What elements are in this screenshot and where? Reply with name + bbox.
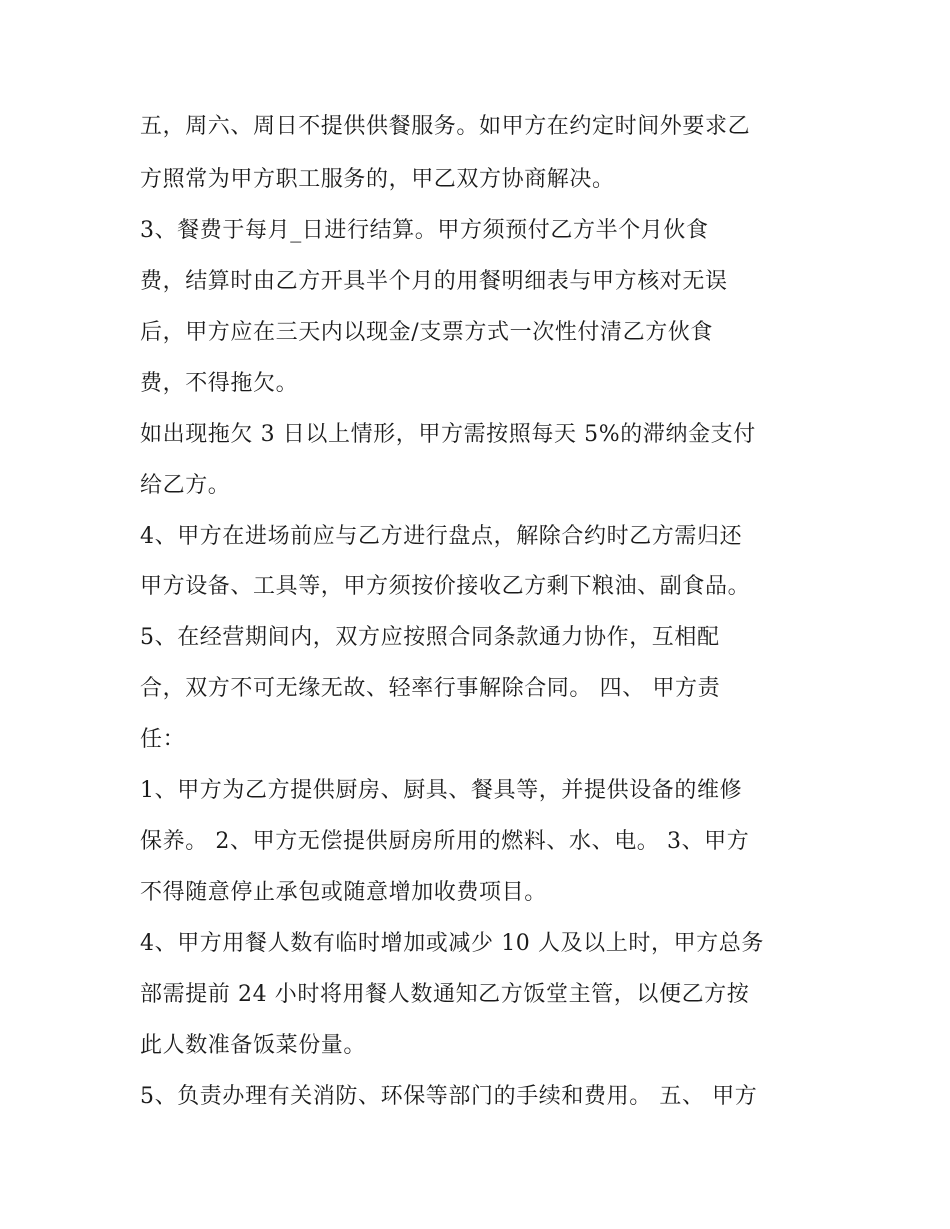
text-line: 此人数准备饭菜份量。	[140, 1033, 367, 1058]
text-line: 后，甲方应在三天内以现金/支票方式一次性付清乙方伙食	[140, 320, 714, 345]
text-line: 部需提前 24 小时将用餐人数通知乙方饭堂主管，以便乙方按	[140, 982, 750, 1007]
text-line: 5、在经营期间内，双方应按照合同条款通力协作，互相配	[140, 625, 720, 650]
text-line: 4、甲方在进场前应与乙方进行盘点，解除合约时乙方需归还	[140, 524, 743, 549]
text-line: 合，双方不可无缘无故、轻率行事解除合同。 四、 甲方责	[140, 676, 721, 701]
text-line: 如出现拖欠 3 日以上情形，甲方需按照每天 5%的滞纳金支付	[140, 422, 756, 447]
text-line: 1、甲方为乙方提供厨房、厨具、餐具等，并提供设备的维修	[140, 778, 743, 803]
text-line: 给乙方。	[140, 473, 231, 498]
text-line: 费，不得拖欠。	[140, 371, 299, 396]
text-line: 五，周六、周日不提供供餐服务。如甲方在约定时间外要求乙	[140, 114, 751, 139]
text-line: 不得随意停止承包或随意增加收费项目。	[140, 880, 547, 905]
text-line: 4、甲方用餐人数有临时增加或减少 10 人及以上时，甲方总务	[140, 931, 764, 956]
text-line: 甲方设备、工具等，甲方须按价接收乙方剩下粮油、副食品。	[140, 574, 751, 599]
text-line: 方照常为甲方职工服务的，甲乙双方协商解决。	[140, 167, 615, 192]
text-line: 保养。 2、甲方无偿提供厨房所用的燃料、水、电。 3、甲方	[140, 829, 750, 854]
text-line: 3、餐费于每月_日进行结算。甲方须预付乙方半个月伙食	[140, 218, 709, 243]
text-line: 5、负责办理有关消防、环保等部门的手续和费用。 五、 甲方	[140, 1084, 758, 1109]
text-line: 任：	[140, 727, 186, 752]
text-line: 费，结算时由乙方开具半个月的用餐明细表与甲方核对无误	[140, 269, 728, 294]
